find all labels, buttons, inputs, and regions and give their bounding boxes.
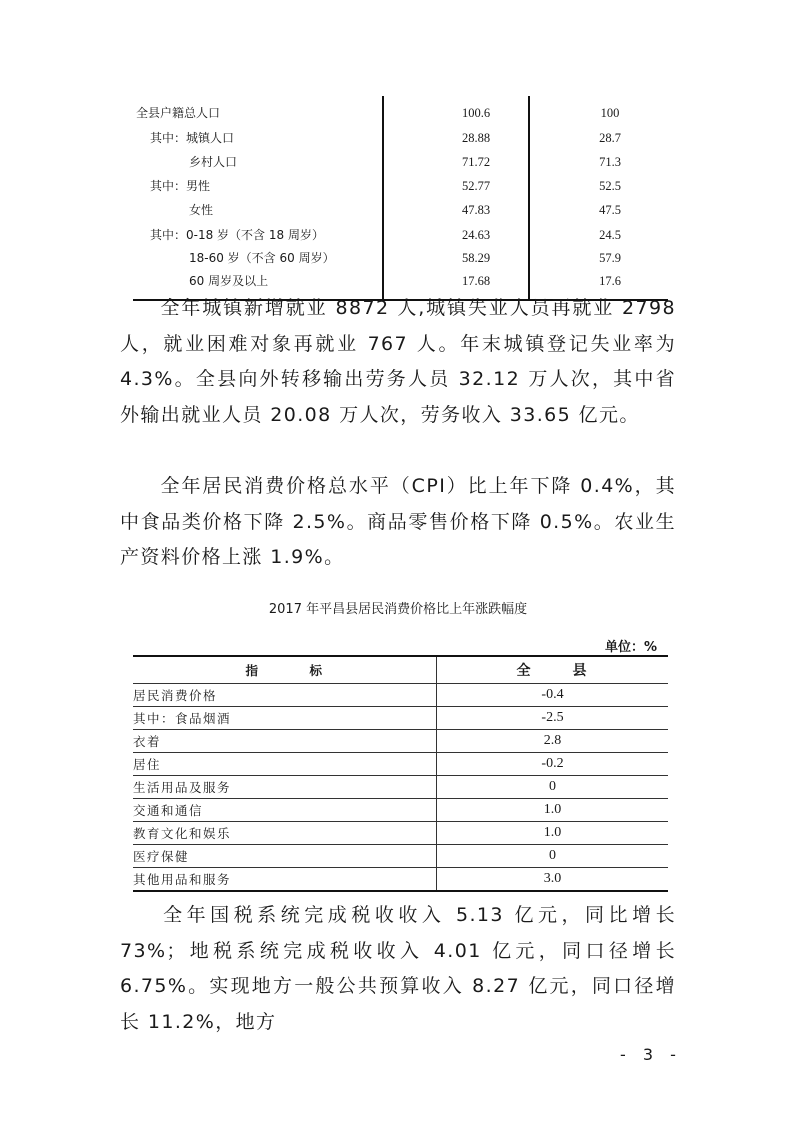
row-label: 医疗保健 [133,845,437,868]
cell-value: 52.77 [461,179,491,193]
table-row [136,223,668,247]
cell-value: 1.0 [437,822,669,845]
row-label: 生活用品及服务 [133,776,437,799]
table-row [136,101,668,125]
cell-value: -2.5 [437,707,669,730]
row-label: 女性 [189,203,214,217]
cell-value: 17.68 [461,274,491,288]
table-row [133,822,668,845]
row-label: 其中：0-18 岁（不含 18 周岁） [150,228,324,242]
row-label: 交通和通信 [133,799,437,822]
paragraph-tax [120,898,676,1040]
cell-value: 28.88 [461,131,491,145]
table-row [136,126,668,150]
header-text: 标 [309,663,324,678]
cell-value: 0 [437,845,669,868]
paragraph-text: 全年国税系统完成税收收入 5.13 亿元，同比增长 73%；地税系统完成税收收入 4.01 亿元，同口径增长 6.75%。实现地方一般公共预算收入 8.27 亿元，同口径增长 11.2%，地方 [120,904,676,1033]
row-label: 18-60 岁（不含 60 周岁） [189,251,335,265]
cpi-table [133,655,668,892]
table-row [133,684,668,707]
cell-value: 71.3 [599,155,621,169]
row-label: 其中：城镇人口 [150,131,235,145]
table-row [133,753,668,776]
row-label: 居民消费价格 [133,684,437,707]
paragraph-cpi [120,469,676,576]
cell-value: 71.72 [461,155,491,169]
table-unit: 单位：% [604,640,657,655]
cell-value: 17.6 [599,274,621,288]
row-label: 居住 [133,753,437,776]
cell-value: 28.7 [599,131,621,145]
row-label: 乡村人口 [189,155,238,169]
table-row [136,150,668,174]
cell-value: 100.6 [461,106,491,120]
table-row [133,776,668,799]
cell-value: 100 [600,106,620,120]
cell-value: -0.2 [437,753,669,776]
table-row [136,174,668,198]
paragraph-text: 全年城镇新增就业 8872 人,城镇失业人员再就业 2798 人，就业困难对象再就业 767 人。年末城镇登记失业率为 4.3%。全县向外转移输出劳务人员 32.12 万人次，其中省外输出就业人员 20.08 万人次，劳务收入 33.65 亿元。 [120,297,676,426]
table-row [133,845,668,868]
table-row [133,730,668,753]
paragraph-text: 全年居民消费价格总水平（CPI）比上年下降 0.4%，其中食品类价格下降 2.5%。商品零售价格下降 0.5%。农业生产资料价格上涨 1.9%。 [120,475,676,569]
table-header-row [133,656,668,684]
table-title: 2017 年平昌县居民消费价格比上年涨跌幅度 [268,602,528,617]
cell-value: 57.9 [599,251,621,265]
cell-value: 1.0 [437,799,669,822]
table-row [133,799,668,822]
cell-value: 24.63 [461,228,491,242]
cell-value: 52.5 [599,179,621,193]
cell-value: -0.4 [437,684,669,707]
cell-value: 0 [437,776,669,799]
row-label: 其中：男性 [150,179,211,193]
table-row [136,269,668,293]
header-text: 全 [516,663,533,679]
cell-value: 47.83 [461,203,491,217]
table-row [133,868,668,892]
paragraph-employment [120,291,676,433]
row-label: 教育文化和娱乐 [133,822,437,845]
header-text: 指 [245,663,260,678]
cell-value: 47.5 [599,203,621,217]
cell-value: 24.5 [599,228,621,242]
header-indicator [133,656,437,684]
page-number: - 3 - [620,1045,682,1064]
cell-value: 2.8 [437,730,669,753]
row-label: 60 周岁及以上 [189,274,269,288]
row-label: 全县户籍总人口 [136,106,221,120]
table-row [136,198,668,222]
row-label: 其他用品和服务 [133,868,437,892]
header-county [437,656,669,684]
cell-value: 58.29 [461,251,491,265]
header-text: 县 [572,663,589,679]
table-row [136,246,668,270]
cell-value: 3.0 [437,868,669,892]
row-label: 其中：食品烟酒 [133,707,437,730]
table-row [133,707,668,730]
row-label: 衣着 [133,730,437,753]
